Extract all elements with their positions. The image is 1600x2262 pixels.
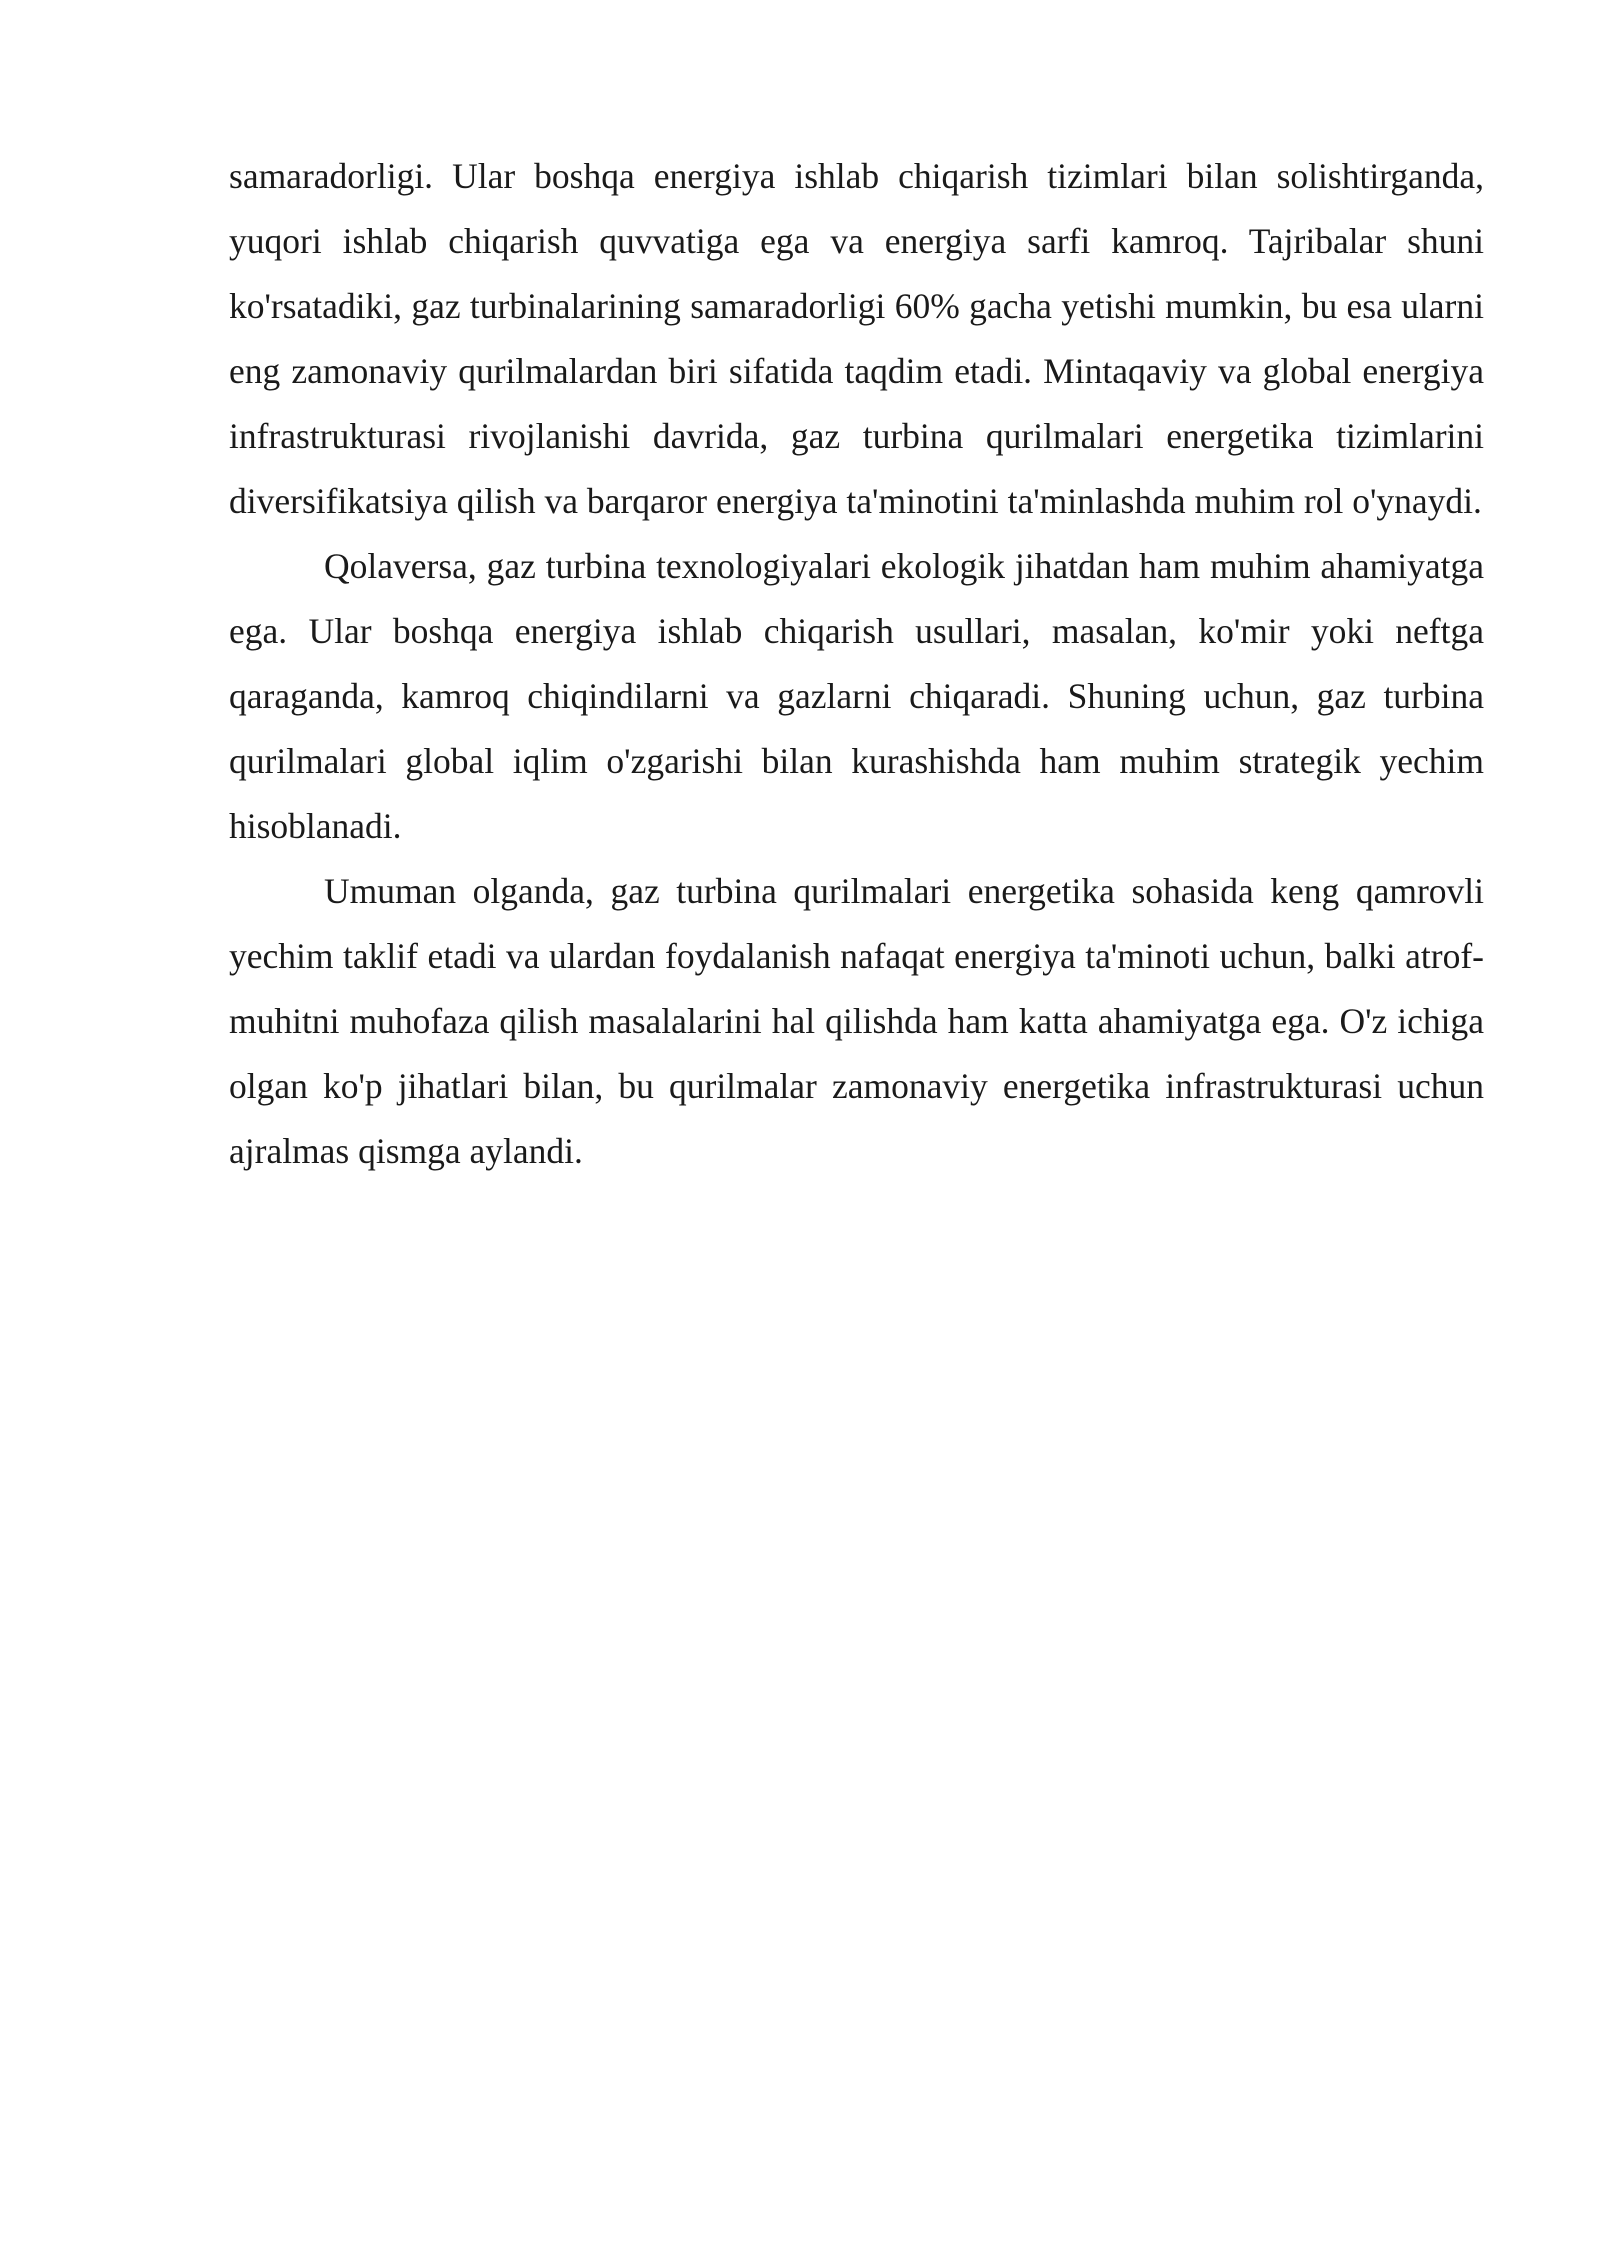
paragraph-continued: samaradorligi. Ular boshqa energiya ishlab chiqarish tizimlari bilan solishtirganda, yuqori ishlab chiqarish quvvatiga ega va energiya sarfi kamroq. Tajribalar shuni ko'rsatadiki, gaz turbinalarining samaradorligi 60% gacha yetishi mumkin, bu esa ularni eng zamonaviy qurilmalardan biri sifatida taqdim etadi. Mintaqaviy va global energiya infrastrukturasi rivojlanishi davrida, gaz turbina qurilmalari energetika tizimlarini diversifikatsiya qilish va barqaror energiya ta'minotini ta'minlashda muhim rol o'ynaydi. [229, 156, 1484, 521]
document-body [229, 144, 1484, 1184]
paragraph-ecology: Qolaversa, gaz turbina texnologiyalari ekologik jihatdan ham muhim ahamiyatga ega. Ular boshqa energiya ishlab chiqarish usullari, masalan, ko'mir yoki neftga qaraganda, kamroq chiqindilarni va gazlarni chiqaradi. Shuning uchun, gaz turbina qurilmalari global iqlim o'zgarishi bilan kurashishda ham muhim strategik yechim hisoblanadi. [229, 546, 1484, 846]
paragraph-conclusion: Umuman olganda, gaz turbina qurilmalari energetika sohasida keng qamrovli yechim taklif etadi va ulardan foydalanish nafaqat energiya ta'minoti uchun, balki atrof-muhitni muhofaza qilish masalalarini hal qilishda ham katta ahamiyatga ega. O'z ichiga olgan ko'p jihatlari bilan, bu qurilmalar zamonaviy energetika infrastrukturasi uchun ajralmas qismga aylandi. [229, 871, 1484, 1171]
